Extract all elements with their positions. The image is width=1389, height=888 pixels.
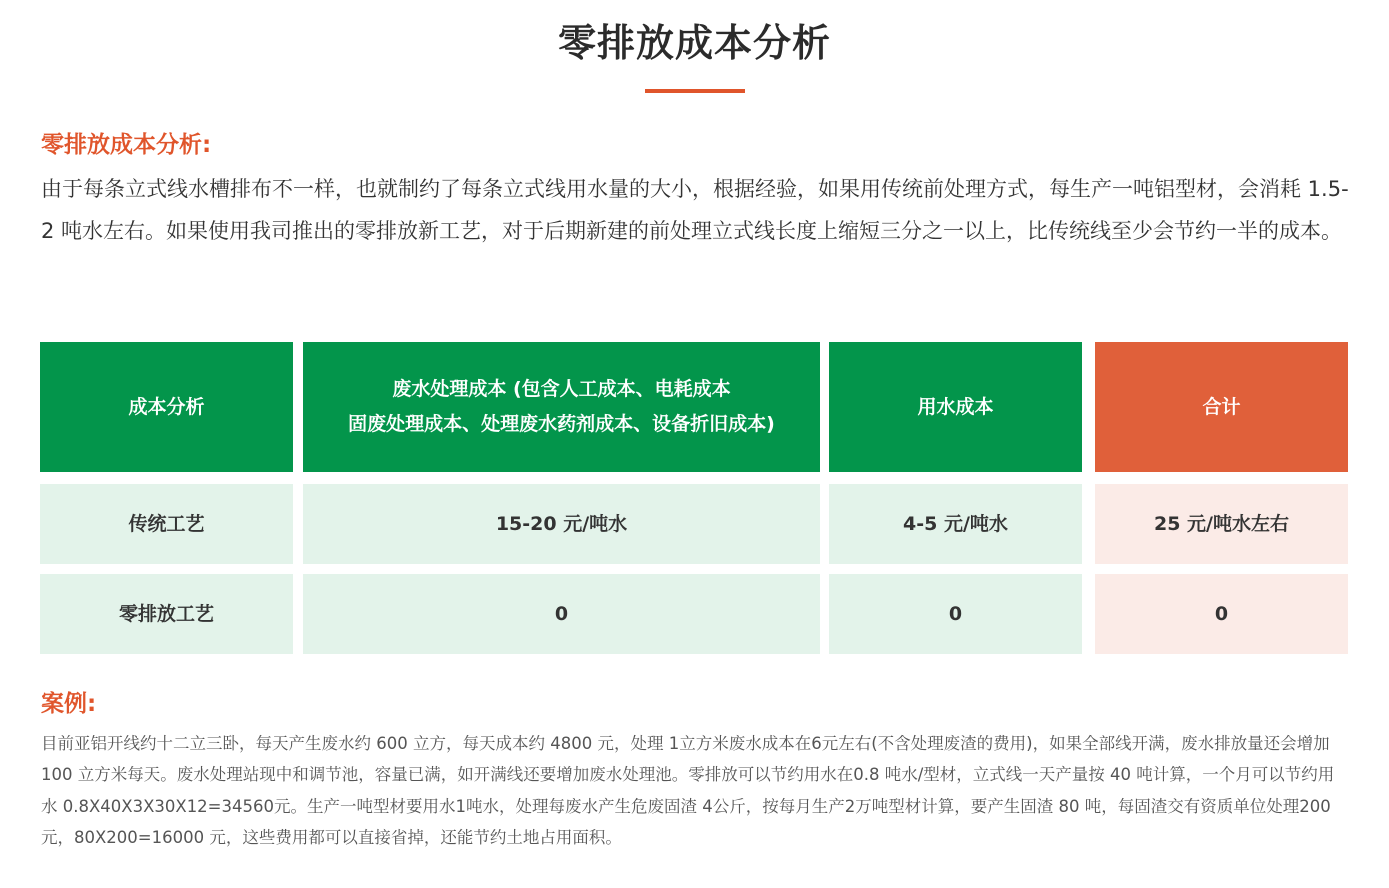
cell-wastewater-zero-discharge: 0 (303, 574, 820, 654)
header-wastewater-cost-line-1: 废水处理成本 (包含人工成本、电耗成本 (392, 378, 731, 400)
header-wastewater-cost (303, 342, 820, 472)
row-label-traditional: 传统工艺 (40, 484, 293, 564)
title-underline (645, 89, 745, 93)
table-row (40, 484, 1348, 564)
table-row (40, 574, 1348, 654)
header-water-cost: 用水成本 (829, 342, 1082, 472)
cell-wastewater-traditional: 15-20 元/吨水 (303, 484, 820, 564)
example-paragraph: 目前亚铝开线约十二立三卧，每天产生废水约 600 立方，每天成本约 4800 元，处理 1立方米废水成本在6元左右(不含处理废渣的费用)，如果全部线开满，废水排放量还会增加 100 立方米每天。废水处理站现中和调节池，容量已满，如开满线还要增加废水处理池。零排放可以节约用水在0.8 吨水/型材，立式线一天产量按 40 吨计算，一个月可以节约用水 0.8X40X3X30X12=34560元。生产一吨型材要用水1吨水，处理每废水产生危废固渣 4公斤，按每月生产2万吨型材计算，要产生固渣 80 吨，每固渣交有资质单位处理200元，80X200=16000 元，这些费用都可以直接省掉，还能节约土地占用面积。 (41, 734, 1335, 847)
page-title: 零排放成本分析 (557, 21, 831, 65)
cell-water-zero-discharge: 0 (829, 574, 1082, 654)
row-label-zero-discharge: 零排放工艺 (40, 574, 293, 654)
header-cost-analysis: 成本分析 (40, 342, 293, 472)
header-total: 合计 (1095, 342, 1348, 472)
table-header-row (40, 342, 1348, 472)
cell-total-zero-discharge: 0 (1095, 574, 1348, 654)
intro-paragraph: 由于每条立式线水槽排布不一样，也就制约了每条立式线用水量的大小，根据经验，如果用传统前处理方式，每生产一吨铝型材，会消耗 1.5-2 吨水左右。如果使用我司推出的零排放新工艺，对于后期新建的前处理立式线长度上缩短三分之一以上，比传统线至少会节约一半的成本。 (41, 177, 1349, 243)
cell-total-traditional: 25 元/吨水左右 (1095, 484, 1348, 564)
example-heading: 案例: (41, 691, 97, 717)
cell-water-traditional: 4-5 元/吨水 (829, 484, 1082, 564)
intro-heading: 零排放成本分析: (41, 132, 212, 158)
header-wastewater-cost-line-2: 固废处理成本、处理废水药剂成本、设备折旧成本) (348, 413, 775, 435)
